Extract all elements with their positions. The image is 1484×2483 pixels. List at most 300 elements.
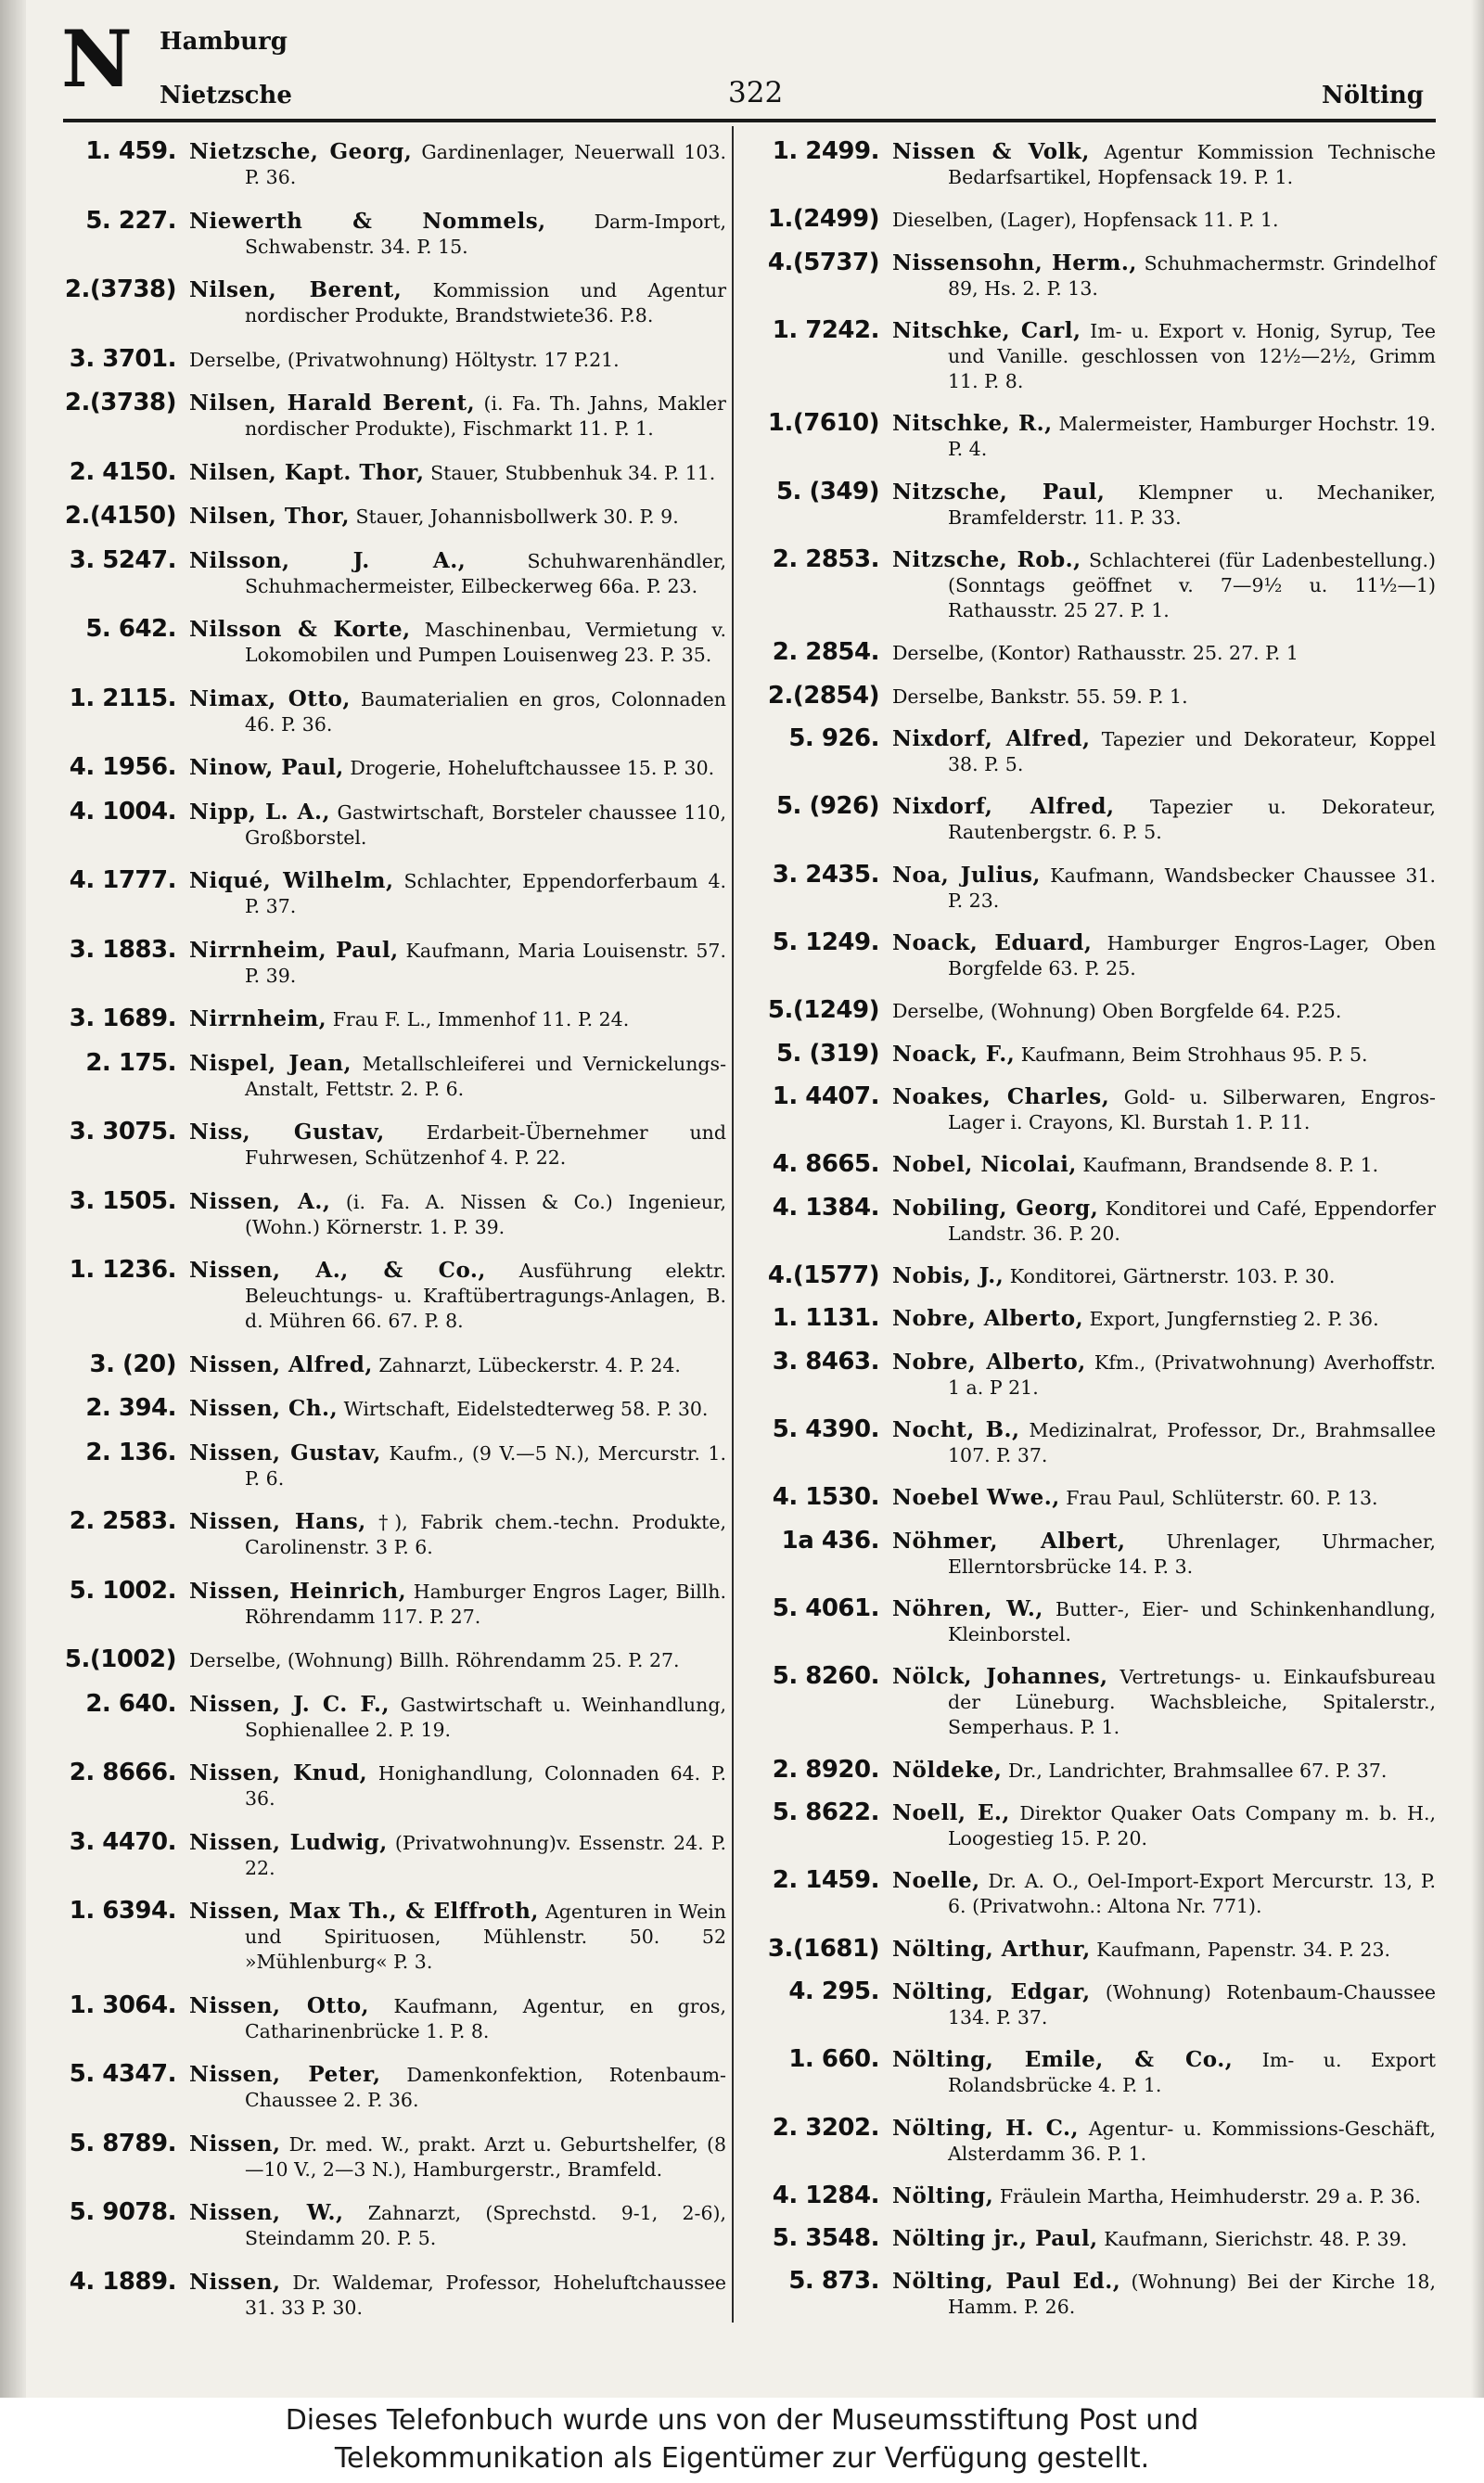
entry-body [892,2183,1436,2209]
directory-entry [54,1352,726,1378]
entry-body [189,1509,726,1560]
subscriber-name: Nilsen, Berent, [189,277,403,302]
phone-number: 4. 1889. [69,2267,176,2296]
entry-details: Agentur- u. Kommissions-Geschäft, Alsterdamm 36. P. 1. [948,2117,1436,2165]
directory-entry [749,723,1436,777]
entry-details: Dr., Landrichter, Brahmsallee 67. P. 37. [1007,1759,1388,1782]
phone-number: 3. 1689. [69,1005,176,1032]
entry-details: Gold- u. Silberwaren, Engros-Lager i. Crayons, Kl. Burstah 1. P. 11. [948,1085,1436,1133]
phone-number: 1. 459. [85,137,176,165]
entry-details: Wirtschaft, Eidelstedterweg 58. P. 30. [343,1398,709,1420]
subscriber-name: Nilsson & Korte, [189,617,411,642]
directory-entry [749,2183,1436,2209]
directory-entry [749,1347,1436,1401]
phone-number: 3.(1681) [767,1934,879,1963]
phone-number: 4. 1530. [772,1483,879,1512]
phone-number: 1. 4407. [772,1082,879,1110]
right-guide-word: Nölting [1322,82,1424,109]
entry-body [189,390,726,442]
phone-number: 1. 2499. [772,137,879,165]
entry-body [892,1664,1436,1740]
subscriber-name: Nissen, Ch., [189,1396,339,1421]
phone-number: 5. 4347. [69,2060,176,2088]
entry-details: Direktor Quaker Oats Company m. b. H., Loogestieg 15. P. 20. [948,1801,1436,1849]
subscriber-name: Nölting, Emile, & Co., [892,2047,1234,2073]
subscriber-name: Noelle, [892,1868,980,1894]
directory-entry [54,1120,726,1171]
directory-entry [54,1647,726,1673]
directory-entry [749,2047,1436,2098]
subscriber-name: Nissen, Hans, [189,1509,366,1534]
subscriber-name: Nobre, Alberto, [892,1349,1086,1375]
phone-number: 5. (319) [775,1039,879,1068]
city-heading: Hamburg [160,28,288,56]
directory-entry [54,1760,726,1811]
subscriber-name: Nölting, H. C., [892,2115,1080,2141]
directory-entry [749,1193,1436,1247]
entry-body [189,1760,726,1811]
entry-body [892,1800,1436,1851]
phone-number: 3. 5247. [69,545,176,574]
phone-number: 4. 1777. [69,866,176,894]
entry-body [892,1152,1436,1178]
directory-entry [54,868,726,919]
directory-entry [749,794,1436,845]
subscriber-name: Noell, E., [892,1799,1010,1825]
directory-entry [54,1048,726,1102]
subscriber-name: Nissen, Gustav, [189,1440,381,1465]
directory-entry [54,617,726,668]
entry-details: Dr. Waldemar, Professor, Hoheluftchaussee 31. 33 P. 30. [245,2271,726,2319]
directory-entry [749,1526,1436,1580]
subscriber-name: Nissen, W., [189,2200,344,2225]
phone-number: 2. 136. [85,1438,176,1466]
subscriber-name: Nitschke, R., [892,411,1053,437]
directory-entry [749,544,1436,623]
phone-number: 2. 8920. [772,1755,879,1784]
subscriber-name: Nölting, [892,2182,994,2208]
entry-details: Gastwirtschaft, Borsteler chaussee 110, Großborstel. [245,800,726,849]
phone-number: 5. 1002. [69,1576,176,1605]
directory-entry [749,998,1436,1024]
directory-entry [749,1868,1436,1919]
subscriber-name: Noa, Julius, [892,862,1041,888]
entry-body [892,1979,1436,2030]
phone-number: 3. (20) [89,1350,176,1378]
subscriber-name: Noakes, Charles, [892,1083,1110,1109]
footer-line-2: Telekommunikation als Eigentümer zur Verfügung gestellt. [334,2442,1150,2475]
entry-details: Medizinalrat, Professor, Dr., Brahmsallee 107. P. 37. [948,1418,1436,1466]
directory-entry [54,545,726,599]
phone-number: 1. 1236. [69,1256,176,1284]
entry-details: Derselbe, (Wohnung) Oben Borgfelde 64. P.25. [892,1000,1342,1023]
entry-details: Vertretungs- u. Einkaufsbureau der Lüneburg. Wachsbleiche, Spitalerstr., Semperhaus. P. 1. [948,1666,1436,1739]
directory-entry [54,457,726,486]
subscriber-name: Niss, Gustav, [189,1120,385,1145]
entry-details: Konditorei, Gärtnerstr. 103. P. 30. [1009,1264,1336,1287]
entry-body [892,1868,1436,1919]
entry-details: Honighandlung, Colonnaden 64. P. 36. [245,1762,726,1810]
entry-details: Zahnarzt, (Sprechstd. 9-1, 2-6), Steindamm 20. P. 5. [245,2202,726,2249]
directory-entry [749,1306,1436,1332]
entry-body [189,1440,726,1491]
entry-body [892,250,1436,301]
entry-body [189,1051,726,1102]
entry-body [189,139,726,190]
entry-details: Stauer, Stubbenhuk 34. P. 11. [430,461,716,484]
directory-entry [54,277,726,328]
phone-number: 3. 3701. [69,344,176,373]
entry-details: (i. Fa. A. Nissen & Co.) Ingenieur, (Wohn.) Körnerstr. 1. P. 39. [245,1190,726,1238]
phone-number: 5. 926. [788,723,879,752]
entry-details: Drogerie, Hoheluftchaussee 15. P. 30. [350,757,715,779]
entry-details: Dieselben, (Lager), Hopfensack 11. P. 1. [892,209,1279,232]
subscriber-name: Nölting, Arthur, [892,1936,1091,1962]
directory-entry [749,860,1436,914]
directory-entry [749,1084,1436,1135]
entry-body [892,1350,1436,1401]
entry-body [189,1258,726,1334]
subscriber-name: Nissen, A., [189,1188,331,1214]
phone-number: 5. 8622. [772,1798,879,1826]
directory-entry [749,477,1436,531]
subscriber-name: Nitzsche, Paul, [892,479,1106,505]
subscriber-name: Nirrnheim, Paul, [189,937,399,963]
phone-number: 5. 642. [85,615,176,643]
directory-entry [749,315,1436,394]
subscriber-name: Nöldeke, [892,1757,1003,1783]
section-letter: N [61,13,131,105]
subscriber-name: Nissen, [189,2269,281,2295]
phone-number: 3. 2435. [772,860,879,889]
entry-body [189,800,726,851]
entry-details: Agentur Kommission Technische Bedarfsartikel, Hopfensack 19. P. 1. [948,141,1436,188]
phone-number: 4.(5737) [767,248,879,276]
entry-body [892,1485,1436,1511]
phone-number: 5. 1249. [772,928,879,956]
entry-body [892,480,1436,531]
entry-details: Kfm., (Privatwohnung) Averhoffstr. 1 a. P 21. [948,1350,1436,1399]
entry-body [189,617,726,668]
directory-entry [749,2226,1436,2252]
subscriber-name: Nimax, Otto, [189,685,351,711]
phone-number: 2. 394. [85,1394,176,1422]
entry-details: Malermeister, Hamburger Hochstr. 19. P. 4. [948,413,1436,461]
phone-number: 4. 1956. [69,753,176,781]
entry-body [189,938,726,989]
phone-number: 5. 9078. [69,2198,176,2226]
entry-details: Baumaterialien en gros, Colonnaden 46. P. 36. [245,687,727,736]
phone-number: 3. 1883. [69,935,176,964]
phone-number: 2. 175. [85,1048,176,1077]
phone-number: 2. 2854. [772,638,879,667]
directory-entry [54,139,726,190]
entry-details: Agenturen in Wein und Spirituosen, Mühlenstr. 50. 52 »Mühlenburg« P. 3. [245,1901,726,1973]
directory-entry [749,1664,1436,1740]
phone-number: 2. 1459. [772,1866,879,1895]
phone-number: 4. 295. [788,1977,879,2005]
entry-details: Konditorei und Café, Eppendorfer Landstr. 36. P. 20. [948,1197,1436,1245]
directory-entry [749,1979,1436,2030]
phone-number: 5.(1249) [767,996,879,1025]
entry-body [892,1263,1436,1289]
subscriber-name: Nobre, Alberto, [892,1306,1084,1332]
entry-details: Hamburger Engros Lager, Billh. Röhrendamm 117. P. 27. [245,1580,726,1628]
header-rule [63,119,1436,122]
entry-body [189,1189,726,1240]
phone-number: 2.(2854) [767,681,879,710]
entry-body [892,318,1436,394]
directory-entry [749,640,1436,666]
footer-notice [0,2398,1484,2483]
phone-number: 2.(3738) [64,389,176,416]
entry-details: Fräulein Martha, Heimhuderstr. 29 a. P. 36. [999,2184,1421,2208]
column-divider [732,126,734,2323]
entry-details: Kaufmann, Agentur, en gros, Catharinenbrücke 1. P. 8. [245,1994,726,2042]
phone-number: 5. 4061. [772,1593,879,1622]
directory-entry [749,1414,1436,1468]
subscriber-name: Nispel, Jean, [189,1050,352,1076]
subscriber-name: Nilsen, Kapt. Thor, [189,459,425,485]
entry-details: Im- u. Export Rolandsbrücke 4. P. 1. [948,2049,1436,2097]
left-guide-word: Nietzsche [160,82,292,109]
directory-entry [54,1899,726,1975]
directory-entry [54,935,726,989]
directory-entry [749,1263,1436,1289]
subscriber-name: Nölting, Paul Ed., [892,2269,1121,2295]
entry-body [892,640,1436,666]
entry-body [892,998,1436,1024]
entry-details: †), Fabrik chem.-techn. Produkte, Carolinenstr. 3 P. 6. [245,1511,726,1558]
entry-body [189,1120,726,1171]
entry-details: (Wohnung) Bei der Kirche 18, Hamm. P. 26. [948,2271,1436,2319]
entry-details: Uhrenlager, Uhrmacher, Ellerntorsbrücke 14. P. 3. [948,1529,1436,1578]
subscriber-name: Nölting jr., Paul, [892,2226,1098,2252]
directory-entry [54,390,726,442]
entry-details: Im- u. Export v. Honig, Syrup, Tee und Vanille. geschlossen von 12½—2½, Grimm 11. P. 8. [948,319,1436,392]
directory-entry [54,504,726,530]
directory-entry [54,1990,726,2044]
directory-entry [749,1039,1436,1068]
entry-details: Kaufm., (9 V.—5 N.), Mercurstr. 1. P. 6. [245,1441,726,1490]
entry-body [892,2226,1436,2252]
subscriber-name: Nobel, Nicolai, [892,1152,1077,1178]
entry-body [189,2200,726,2251]
entry-details: Schlachter, Eppendorferbaum 4. P. 37. [245,870,726,917]
entry-body [189,460,726,486]
subscriber-name: Nissen, Knud, [189,1760,368,1785]
subscriber-name: Nissen, Heinrich, [189,1578,407,1604]
entry-body [189,2270,726,2321]
left-column [54,139,726,2321]
entry-body [892,1084,1436,1135]
entry-body [189,1899,726,1975]
directory-entry [54,1396,726,1422]
entry-details: Metallschleiferei und Vernickelungs-Anstalt, Fettstr. 2. P. 6. [245,1052,726,1100]
entry-details: (Privatwohnung)v. Essenstr. 24. P. 22. [245,1831,726,1879]
phone-number: 1. 1131. [772,1304,879,1333]
entry-details: Schlachterei (für Ladenbestellung.) (Sonntags geöffnet v. 7—9½ u. 11½—1) Rathausstr. 25 27. P. 1. [948,548,1436,621]
entry-body [892,411,1436,462]
entry-body [892,1937,1436,1963]
phone-number: 5. 227. [85,206,176,235]
entry-details: Kaufmann, Papenstr. 34. P. 23. [1096,1938,1391,1961]
entry-details: Kaufmann, Beim Strohhaus 95. P. 5. [1020,1043,1368,1066]
phone-number: 5. 4390. [772,1414,879,1443]
entry-details: Schuhwarenhändler, Schuhmachermeister, Eilbeckerweg 66a. P. 23. [245,549,726,597]
phone-number: 3. 1505. [69,1186,176,1215]
entry-details: Derselbe, Bankstr. 55. 59. P. 1. [892,685,1188,708]
entry-body [892,1417,1436,1468]
directory-entry [749,411,1436,462]
phone-number: 1. 6394. [69,1897,176,1925]
directory-entry [749,681,1436,710]
phone-number: 3. 3075. [69,1118,176,1146]
entry-details: Erdarbeit-Übernehmer und Fuhrwesen, Schützenhof 4. P. 22. [245,1121,726,1169]
subscriber-name: Noebel Wwe., [892,1485,1060,1511]
subscriber-name: Nissen, Otto, [189,1992,370,2018]
subscriber-name: Nilsen, Thor, [189,504,350,529]
subscriber-name: Noack, F., [892,1041,1016,1067]
phone-number: 2.(3738) [64,275,176,303]
entry-details: Gardinenlager, Neuerwall 103. P. 36. [245,141,726,188]
directory-entry [54,1576,726,1630]
subscriber-name: Nixdorf, Alfred, [892,725,1091,751]
phone-number: 4. 1284. [772,2181,879,2209]
directory-entry [54,344,726,373]
entry-body [189,1692,726,1743]
footer-line-1: Dieses Telefonbuch wurde uns von der Museumsstiftung Post und [285,2404,1199,2437]
entry-details: Hamburger Engros-Lager, Oben Borgfelde 63. P. 25. [948,931,1436,979]
entry-body [892,2047,1436,2098]
entry-body [189,209,726,260]
directory-entry [54,1440,726,1491]
subscriber-name: Nocht, B., [892,1416,1020,1442]
entry-details: Tapezier und Dekorateur, Koppel 38. P. 5. [948,727,1436,775]
entry-details: Ausführung elektr. Beleuchtungs- u. Kraftübertragungs-Anlagen, B. d. Mühren 66. 67. P. 8. [245,1260,726,1332]
phone-number: 5. 8789. [69,2129,176,2157]
entry-body [189,1579,726,1630]
subscriber-name: Nitzsche, Rob., [892,546,1081,572]
entry-body [892,684,1436,710]
entry-details: Butter-, Eier- und Schinkenhandlung, Kleinborstel. [948,1597,1436,1645]
phone-number: 5. (926) [775,792,879,821]
phone-number: 2.(4150) [64,502,176,530]
phone-number: 5. 8260. [772,1662,879,1691]
entry-details: Maschinenbau, Vermietung v. Lokomobilen und Pumpen Louisenweg 23. P. 35. [245,619,726,666]
subscriber-name: Niqué, Wilhelm, [189,868,394,893]
phone-number: 1.(2499) [767,205,879,234]
phone-number: 1. 660. [788,2045,879,2074]
phone-number: 5. (349) [775,477,879,506]
entry-body [189,2062,726,2113]
phone-number: 3. 8463. [772,1347,879,1376]
phone-number: 5. 3548. [772,2224,879,2253]
entry-details: Kaufmann, Maria Louisenstr. 57. P. 39. [245,939,726,987]
phone-number: 2. 2583. [69,1507,176,1535]
entry-details: Damenkonfektion, Rotenbaum-Chaussee 2. P. 36. [245,2064,726,2111]
entry-body [189,1647,726,1673]
directory-entry [749,1593,1436,1647]
phone-number: 2. 4150. [69,457,176,486]
directory-entry [749,1800,1436,1851]
subscriber-name: Nölck, Johannes, [892,1664,1108,1690]
phone-number: 1. 2115. [69,684,176,712]
subscriber-name: Nobiling, Georg, [892,1195,1099,1221]
entry-details: Kommission und Agentur nordischer Produkte, Brandstwiete36. P.8. [245,279,726,326]
subscriber-name: Nipp, L. A., [189,799,330,825]
subscriber-name: Nissen, Peter, [189,2062,381,2087]
entry-body [189,755,726,781]
directory-entry [54,1689,726,1743]
entry-details: Dr. A. O., Oel-Import-Export Mercurstr. 13, P. 6. (Privatwohn.: Altona Nr. 771). [948,1870,1436,1918]
directory-entry [749,207,1436,233]
entry-body [189,1006,726,1032]
entry-body [892,794,1436,845]
entry-body [892,1196,1436,1247]
directory-entry [749,930,1436,981]
entry-details: Frau F. L., Immenhof 11. P. 24. [332,1008,630,1030]
phone-number: 1.(7610) [767,409,879,438]
directory-entry [54,2131,726,2182]
subscriber-name: Nöhmer, Albert, [892,1528,1126,1554]
directory-entry [54,1509,726,1560]
entry-body [892,207,1436,233]
phone-number: 2. 640. [85,1689,176,1718]
entry-body [189,686,726,737]
directory-entry [54,1006,726,1032]
entry-body [189,1993,726,2044]
entry-body [892,2269,1436,2320]
subscriber-name: Nissen, J. C. F., [189,1691,390,1717]
phone-number: 4. 1004. [69,797,176,826]
directory-entry [749,1755,1436,1784]
directory-entry [54,1827,726,1881]
entry-details: Kaufmann, Wandsbecker Chaussee 31. P. 23. [948,864,1436,912]
entry-body [892,1042,1436,1068]
subscriber-name: Nilsen, Harald Berent, [189,390,476,416]
phone-number: 4.(1577) [767,1261,879,1289]
entry-details: Export, Jungfernstieg 2. P. 36. [1089,1308,1379,1331]
entry-details: Kaufmann, Brandsende 8. P. 1. [1082,1154,1379,1177]
phone-number: 1a 436. [781,1526,879,1555]
subscriber-name: Nissen, [189,2131,281,2157]
entry-body [892,726,1436,777]
subscriber-name: Nissen, Max Th., & Elffroth, [189,1899,539,1924]
directory-entry [54,2062,726,2113]
entry-details: Kaufmann, Sierichstr. 48. P. 39. [1104,2228,1408,2251]
phone-number: 4. 8665. [772,1150,879,1179]
subscriber-name: Nobis, J., [892,1262,1004,1288]
directory-entry [749,2113,1436,2167]
phone-number: 5.(1002) [64,1645,176,1673]
phone-number: 5. 873. [788,2267,879,2296]
entry-details: Stauer, Johannisbollwerk 30. P. 9. [355,506,679,528]
entry-body [892,1306,1436,1332]
entry-details: Derselbe, (Privatwohnung) Höltystr. 17 P.21. [189,348,620,371]
entry-body [189,1396,726,1422]
phone-number: 1. 3064. [69,1990,176,2019]
subscriber-name: Nitschke, Carl, [892,317,1081,343]
subscriber-name: Nilsson, J. A., [189,547,467,573]
entry-body [892,1758,1436,1784]
entry-details: (i. Fa. Th. Jahns, Makler nordischer Produkte), Fischmarkt 11. P. 1. [245,392,726,440]
subscriber-name: Nissen, Ludwig, [189,1829,388,1855]
entry-body [189,548,726,599]
phone-number: 2. 8666. [69,1759,176,1786]
right-column [749,139,1436,2321]
directory-entry [749,1934,1436,1963]
